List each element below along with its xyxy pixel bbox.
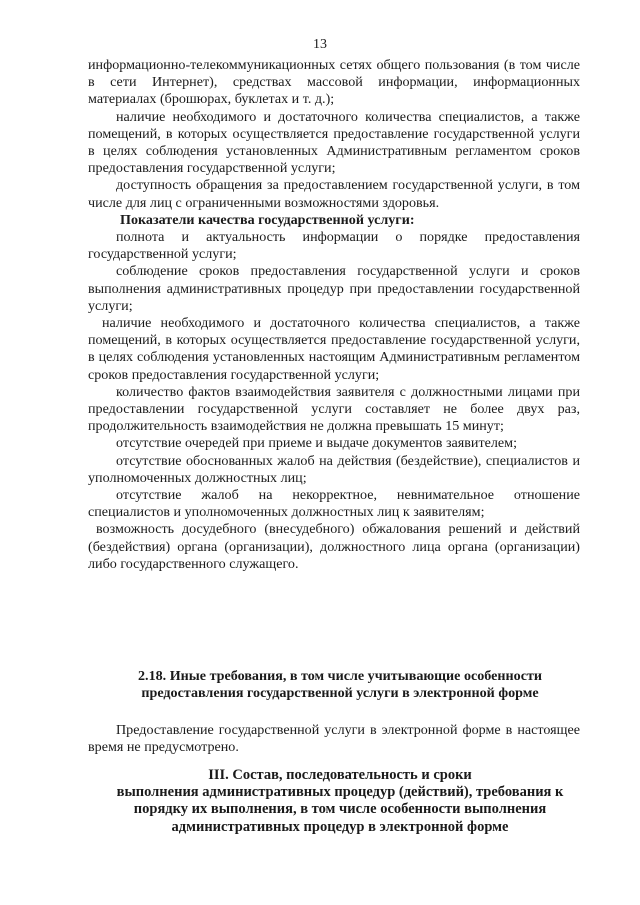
section-2-18-title [100,668,580,702]
section-2-18-body [88,722,580,756]
section-title-line: административных процедур в электронной форме [171,818,509,835]
quality-item: отсутствие жалоб на некорректное, невнимательное отношение специалистов и уполномоченных должностных лиц к заявителям; [88,487,580,521]
section-title-line: предоставления государственной услуги в электронной форме [141,685,539,702]
quality-item: наличие необходимого и достаточного количества специалистов, а также помещений, в которых осуществляется предоставление государственной услуги, в целях соблюдения установленных настоящим Административным регламентом сроков предоставления государственной услуги; [88,315,580,383]
section-title-line: III. Состав, последовательность и сроки [208,767,472,783]
section-title-line: 2.18. Иные требования, в том числе учитывающие особенности [138,668,542,684]
section-3-title [100,767,580,836]
section-title-line: выполнения административных процедур (действий), требования к [116,784,564,801]
quality-heading: Показатели качества государственной услуги: [120,211,415,228]
paragraph: информационно-телекоммуникационных сетях общего пользования (в том числе в сети Интернет), средствах массовой информации, информационных материалах (брошюрах, буклетах и т. д.); [88,57,580,108]
quality-item: соблюдение сроков предоставления государственной услуги и сроков выполнения административных процедур при предоставлении государственной услуги; [88,263,580,314]
page-number: 13 [313,37,327,52]
section-title-line: порядку их выполнения, в том числе особенности выполнения [133,801,547,818]
paragraph: Предоставление государственной услуги в электронной форме в настоящее время не предусмотрено. [88,722,580,756]
quality-item: возможность досудебного (внесудебного) обжалования решений и действий (бездействия) органа (организации), должностного лица органа (организации) либо государственного служащего. [88,521,580,572]
quality-item: отсутствие обоснованных жалоб на действия (бездействие), специалистов и уполномоченных должностных лиц; [88,452,580,486]
document-body [88,57,580,573]
paragraph: доступность обращения за предоставлением государственной услуги, в том числе для лиц с ограниченными возможностями здоровья. [88,177,580,211]
quality-item: количество фактов взаимодействия заявителя с должностными лицами при предоставлении государственной услуги составляет не более двух раз, продолжительность взаимодействия не должна превышать 15 минут; [88,383,580,435]
quality-item: отсутствие очередей при приеме и выдаче документов заявителем; [116,435,518,452]
paragraph: наличие необходимого и достаточного количества специалистов, а также помещений, в которых осуществляется предоставление государственной услуги в целях соблюдения установленных Административным регламентом сроков предоставления государственной услуги; [88,108,580,177]
quality-item: полнота и актуальность информации о порядке предоставления государственной услуги; [88,229,580,263]
